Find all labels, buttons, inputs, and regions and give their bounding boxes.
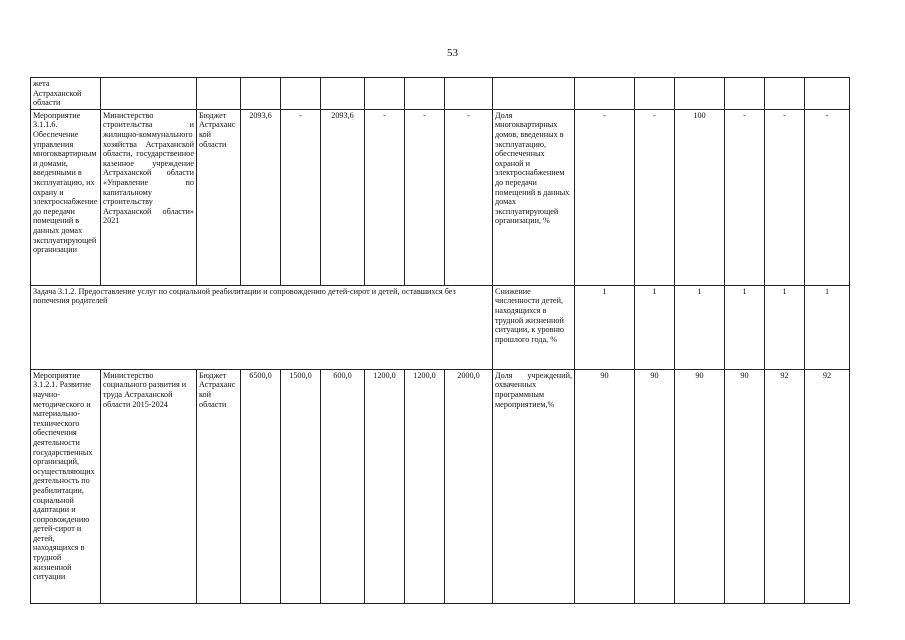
table-row (31, 109, 850, 285)
target-value: 92 (805, 369, 850, 603)
indicator-cell: Снижение численности детей, находящихся в трудной жизненной ситуации, к уровню прошлого года, % (493, 285, 575, 369)
table-row (31, 78, 850, 110)
indicator-cell: Доля многоквартирных домов, введенных в эксплуатацию, обеспеченных охраной и электроснабжением до передачи помещений в данных домах эксплуатирующей организации, % (493, 109, 575, 285)
target-value: - (765, 109, 805, 285)
funding-value: 1500,0 (281, 369, 321, 603)
funding-value: - (405, 109, 445, 285)
target-value: - (725, 109, 765, 285)
target-value: - (575, 109, 635, 285)
target-value: 92 (765, 369, 805, 603)
funding-value: 2000,0 (445, 369, 493, 603)
funding-value: - (445, 109, 493, 285)
funding-value: 2093,6 (321, 109, 365, 285)
target-value: 100 (675, 109, 725, 285)
target-value: 90 (725, 369, 765, 603)
target-value: 90 (635, 369, 675, 603)
target-value: - (635, 109, 675, 285)
indicator-cell: Доля учреждений, охваченных программным мероприятием,% (493, 369, 575, 603)
target-value: 1 (675, 285, 725, 369)
target-value: 90 (575, 369, 635, 603)
target-value: 1 (725, 285, 765, 369)
target-value: 90 (675, 369, 725, 603)
page-number: 53 (447, 47, 458, 59)
activity-cell: Мероприятие 3.1.1.6. Обеспечение управления многоквартирными домами, введенными в эксплуатацию, их охрану и электроснабжение до передачи помещений в данных домах эксплуатирующей организации (31, 109, 101, 285)
activity-cell: жета Астраханской области (31, 78, 101, 110)
funding-value: 1200,0 (365, 369, 405, 603)
funding-value: - (281, 109, 321, 285)
funding-value: 6500,0 (241, 369, 281, 603)
target-value: 1 (805, 285, 850, 369)
target-value: - (805, 109, 850, 285)
activity-cell: Мероприятие 3.1.2.1. Развитие научно-методического и материально-технического обеспечения деятельности государственных организаций, осуществляющих деятельность по реабилитации, социальной адаптации и сопровождению детей-сирот и детей, находящихся в трудной жизненной ситуации (31, 369, 101, 603)
table-row (31, 369, 850, 603)
target-value: 1 (575, 285, 635, 369)
funding-value: 2093,6 (241, 109, 281, 285)
funding-value: - (365, 109, 405, 285)
executor-cell: Министерство строительства и жилищно-коммунального хозяйства Астраханской области, государственное казенное учреждение Астраханской области «Управление по капитальному строительству Астраханской области» 2021 (101, 109, 197, 285)
funding-source-cell: Бюджет Астраханской области (197, 109, 241, 285)
executor-cell: Министерство социального развития и труда Астраханской области 2015-2024 (101, 369, 197, 603)
target-value: 1 (765, 285, 805, 369)
table-row (31, 285, 850, 369)
funding-value: 1200,0 (405, 369, 445, 603)
funding-source-cell: Бюджет Астраханской области (197, 369, 241, 603)
funding-value: 600,0 (321, 369, 365, 603)
program-table (30, 77, 850, 604)
target-value: 1 (635, 285, 675, 369)
task-cell: Задача 3.1.2. Предоставление услуг по социальной реабилитации и сопровождению детей-сирот и детей, оставшихся без попечения родителей (31, 285, 493, 369)
